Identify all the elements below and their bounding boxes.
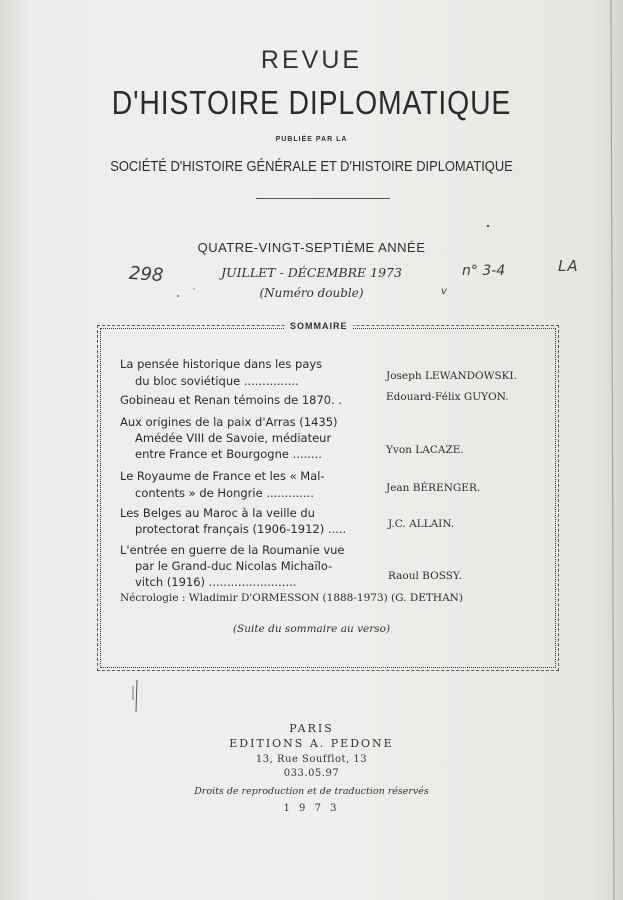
toc-entry-author: J.C. ALLAIN. [388, 518, 455, 530]
toc-entry-title: protectorat français (1906-1912) ..... [135, 522, 347, 536]
toc-continued-note: (Suite du sommaire au verso) [232, 623, 391, 635]
society-name: SOCIÉTÉ D'HISTOIRE GÉNÉRALE ET D'HISTOIRE DIPLOMATIQUE [110, 158, 513, 175]
toc-entry-title: L'entrée en guerre de la Roumanie vue [120, 543, 345, 557]
handwritten-check: v [441, 286, 447, 297]
toc-entry-title: Les Belges au Maroc à la veille du [120, 506, 315, 520]
volume-year: QUATRE-VINGT-SEPTIÈME ANNÉE [197, 240, 426, 255]
publisher-phone: 033.05.97 [283, 768, 340, 779]
publisher-city: PARIS [289, 722, 334, 735]
publication-year: 1 9 7 3 [283, 803, 340, 814]
toc-entry-author: Raoul BOSSY. [388, 570, 462, 582]
toc-entry-title: Gobineau et Renan témoins de 1870. . [120, 393, 343, 407]
journal-prefix: REVUE [260, 46, 363, 74]
toc-obituary: Nécrologie : Wladimir D'ORMESSON (1888-1973) (G. DETHAN) [120, 592, 463, 604]
issue-number: (Numéro double) [259, 286, 364, 300]
toc-entry-title: La pensée historique dans les pays [120, 357, 323, 371]
toc-heading: SOMMAIRE [285, 321, 353, 331]
handwritten-number: 298 [128, 262, 165, 287]
journal-title: D'HISTOIRE DIPLOMATIQUE [111, 84, 512, 121]
handwritten-initials: LA [558, 257, 579, 275]
toc-entry-title: vitch (1916) ........................ [135, 575, 297, 589]
toc-entry-title: Le Royaume de France et les « Mal- [120, 469, 325, 483]
toc-entry-title: entre France et Bourgogne ........ [135, 447, 322, 461]
publisher-address: 13, Rue Soufflot, 13 [255, 754, 368, 765]
toc-entry-title: du bloc soviétique ............... [135, 374, 299, 388]
toc-entry-title: Amédée VIII de Savoie, médiateur [135, 431, 332, 445]
published-by: PUBLIÉE PAR LA [275, 136, 348, 143]
toc-entry-author: Joseph LEWANDOWSKI. [386, 370, 517, 382]
toc-entry-title: contents » de Hongrie ............. [135, 486, 314, 500]
rights-notice: Droits de reproduction et de traduction réservés [194, 786, 429, 797]
divider [256, 198, 390, 199]
issue-period: JUILLET - DÉCEMBRE 1973 [221, 265, 402, 280]
toc-entry-title: Aux origines de la paix d'Arras (1435) [120, 415, 338, 429]
toc-entry-title: par le Grand-duc Nicolas Michaïlo- [135, 559, 333, 573]
toc-entry-author: Jean BÉRENGER. [386, 482, 481, 494]
toc-entry-author: Edouard-Félix GUYON. [386, 391, 509, 403]
publisher-name: EDITIONS A. PEDONE [229, 737, 394, 750]
toc-entry-author: Yvon LACAZE. [386, 444, 464, 456]
handwritten-issue: n° 3-4 [462, 263, 506, 279]
